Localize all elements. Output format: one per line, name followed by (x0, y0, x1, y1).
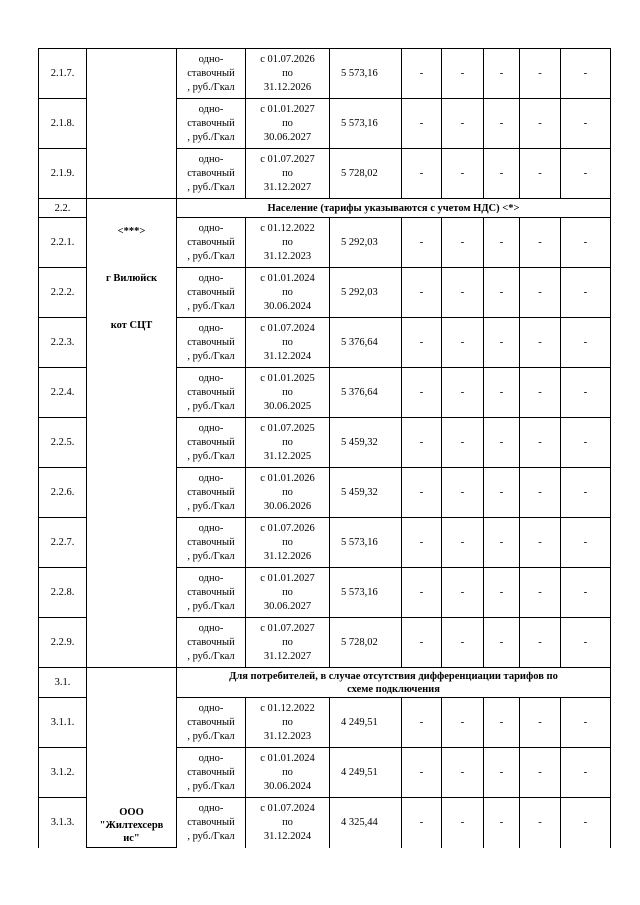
dash-cell: - (561, 618, 611, 668)
unit-line: , руб./Гкал (187, 131, 235, 143)
unit-cell (177, 99, 246, 149)
table-row (39, 49, 611, 99)
period-line: с 01.12.2022 (260, 702, 315, 714)
dash-cell: - (484, 318, 520, 368)
unit-line: ставочный (187, 486, 235, 498)
section-title-line: схеме подключения (347, 683, 440, 695)
dash-cell: - (402, 798, 442, 848)
period-line: 31.12.2023 (263, 250, 312, 262)
dash-cell: - (402, 748, 442, 798)
period-cell (246, 618, 330, 668)
dash-cell: - (442, 49, 484, 99)
org-name-line: ис" (123, 833, 140, 844)
period-line: по (282, 336, 293, 348)
dash-cell: - (402, 618, 442, 668)
period-line: по (282, 766, 293, 778)
section-title-cell (177, 668, 611, 698)
dash-cell: - (484, 149, 520, 199)
dash-cell: - (561, 798, 611, 848)
dash-cell: - (442, 218, 484, 268)
org-name-line: <***> (117, 226, 146, 237)
period-cell (246, 49, 330, 99)
dash-cell: - (402, 468, 442, 518)
dash-cell: - (561, 99, 611, 149)
tariff-value-cell: 4 249,51 (330, 748, 402, 798)
period-line: с 01.07.2026 (260, 522, 315, 534)
unit-cell (177, 318, 246, 368)
dash-cell: - (520, 418, 561, 468)
unit-line: ставочный (187, 636, 235, 648)
dash-cell: - (402, 49, 442, 99)
unit-line: одно- (198, 472, 224, 484)
dash-cell: - (561, 368, 611, 418)
dash-cell: - (484, 798, 520, 848)
unit-line: ставочный (187, 117, 235, 129)
period-cell (246, 418, 330, 468)
dash-cell: - (402, 518, 442, 568)
period-line: 30.06.2027 (263, 131, 312, 143)
dash-cell: - (520, 568, 561, 618)
dash-cell: - (442, 698, 484, 748)
unit-line: , руб./Гкал (187, 780, 235, 792)
unit-line: ставочный (187, 167, 235, 179)
unit-cell (177, 618, 246, 668)
row-number-cell: 2.2.6. (39, 468, 87, 518)
dash-cell: - (520, 468, 561, 518)
period-line: по (282, 236, 293, 248)
period-line: по (282, 117, 293, 129)
section-title-line: Для потребителей, в случае отсутствия дифференциации тарифов по (229, 670, 558, 682)
unit-line: ставочный (187, 67, 235, 79)
dash-cell: - (561, 218, 611, 268)
tariff-value-cell: 5 573,16 (330, 518, 402, 568)
period-line: 31.12.2023 (263, 730, 312, 742)
dash-cell: - (442, 99, 484, 149)
period-line: с 01.07.2025 (260, 422, 315, 434)
dash-cell: - (402, 218, 442, 268)
dash-cell: - (484, 268, 520, 318)
dash-cell: - (442, 368, 484, 418)
dash-cell: - (484, 218, 520, 268)
unit-line: ставочный (187, 766, 235, 778)
period-line: 31.12.2026 (263, 550, 312, 562)
row-number-cell: 2.1.8. (39, 99, 87, 149)
unit-cell (177, 149, 246, 199)
unit-line: ставочный (187, 716, 235, 728)
period-line: с 01.01.2027 (260, 572, 315, 584)
dash-cell: - (402, 368, 442, 418)
period-cell (246, 149, 330, 199)
unit-line: ставочный (187, 586, 235, 598)
period-line: с 01.01.2026 (260, 472, 315, 484)
unit-line: одно- (198, 572, 224, 584)
period-cell (246, 698, 330, 748)
dash-cell: - (561, 268, 611, 318)
unit-cell (177, 268, 246, 318)
unit-line: одно- (198, 103, 224, 115)
dash-cell: - (561, 418, 611, 468)
period-line: 30.06.2026 (263, 500, 312, 512)
period-line: с 01.01.2024 (260, 272, 315, 284)
period-line: с 01.07.2024 (260, 322, 315, 334)
dash-cell: - (561, 49, 611, 99)
tariff-table-body (39, 49, 611, 848)
period-line: 30.06.2024 (263, 780, 312, 792)
section-number-cell: 2.2. (39, 199, 87, 218)
dash-cell: - (402, 568, 442, 618)
unit-line: , руб./Гкал (187, 730, 235, 742)
dash-cell: - (442, 418, 484, 468)
tariff-value-cell: 5 376,64 (330, 318, 402, 368)
period-line: 30.06.2027 (263, 600, 312, 612)
tariff-value-cell: 5 573,16 (330, 99, 402, 149)
unit-line: ставочный (187, 536, 235, 548)
section-header-row (39, 199, 611, 218)
period-cell (246, 518, 330, 568)
period-cell (246, 218, 330, 268)
period-line: по (282, 636, 293, 648)
dash-cell: - (561, 149, 611, 199)
tariff-value-cell: 5 728,02 (330, 149, 402, 199)
tariff-value-cell: 5 728,02 (330, 618, 402, 668)
period-line: по (282, 286, 293, 298)
tariff-value-cell: 5 292,03 (330, 268, 402, 318)
dash-cell: - (484, 468, 520, 518)
period-line: с 01.07.2026 (260, 53, 315, 65)
row-number-cell: 2.2.4. (39, 368, 87, 418)
period-line: по (282, 386, 293, 398)
section-header-row (39, 668, 611, 698)
period-cell (246, 318, 330, 368)
unit-cell (177, 798, 246, 848)
tariff-value-cell: 5 573,16 (330, 568, 402, 618)
dash-cell: - (442, 618, 484, 668)
tariff-value-cell: 4 249,51 (330, 698, 402, 748)
dash-cell: - (520, 618, 561, 668)
dash-cell: - (484, 518, 520, 568)
row-number-cell: 2.2.9. (39, 618, 87, 668)
period-cell (246, 268, 330, 318)
dash-cell: - (442, 468, 484, 518)
unit-line: одно- (198, 322, 224, 334)
unit-cell (177, 218, 246, 268)
unit-cell (177, 418, 246, 468)
unit-line: , руб./Гкал (187, 550, 235, 562)
dash-cell: - (520, 149, 561, 199)
row-number-cell: 3.1.2. (39, 748, 87, 798)
unit-line: , руб./Гкал (187, 181, 235, 193)
unit-line: одно- (198, 272, 224, 284)
dash-cell: - (484, 49, 520, 99)
dash-cell: - (442, 568, 484, 618)
dash-cell: - (442, 798, 484, 848)
unit-line: одно- (198, 422, 224, 434)
row-number-cell: 2.2.2. (39, 268, 87, 318)
dash-cell: - (442, 518, 484, 568)
dash-cell: - (520, 698, 561, 748)
tariff-value-cell: 5 376,64 (330, 368, 402, 418)
section-number-cell: 3.1. (39, 668, 87, 698)
dash-cell: - (442, 318, 484, 368)
unit-line: , руб./Гкал (187, 650, 235, 662)
unit-line: ставочный (187, 236, 235, 248)
row-number-cell: 3.1.1. (39, 698, 87, 748)
tariff-value-cell: 4 325,44 (330, 798, 402, 848)
org-cell-continued (87, 49, 177, 199)
dash-cell: - (402, 149, 442, 199)
period-line: с 01.01.2024 (260, 752, 315, 764)
unit-cell (177, 568, 246, 618)
row-number-cell: 2.2.8. (39, 568, 87, 618)
period-line: с 01.07.2024 (260, 802, 315, 814)
dash-cell: - (402, 698, 442, 748)
org-name-line: г Вилюйск (105, 273, 158, 284)
period-line: 31.12.2024 (263, 350, 312, 362)
period-line: с 01.07.2027 (260, 153, 315, 165)
unit-line: одно- (198, 153, 224, 165)
unit-cell (177, 49, 246, 99)
org-cell (87, 668, 177, 848)
dash-cell: - (520, 318, 561, 368)
unit-line: ставочный (187, 336, 235, 348)
unit-line: одно- (198, 752, 224, 764)
period-line: 30.06.2025 (263, 400, 312, 412)
dash-cell: - (484, 418, 520, 468)
tariff-value-cell: 5 459,32 (330, 418, 402, 468)
tariff-value-cell: 5 459,32 (330, 468, 402, 518)
period-line: 31.12.2027 (263, 650, 312, 662)
period-line: 31.12.2026 (263, 81, 312, 93)
row-number-cell: 2.2.3. (39, 318, 87, 368)
dash-cell: - (484, 618, 520, 668)
dash-cell: - (484, 99, 520, 149)
period-line: по (282, 816, 293, 828)
dash-cell: - (402, 268, 442, 318)
unit-line: , руб./Гкал (187, 81, 235, 93)
unit-line: , руб./Гкал (187, 350, 235, 362)
dash-cell: - (520, 218, 561, 268)
org-cell (87, 199, 177, 668)
dash-cell: - (520, 518, 561, 568)
period-cell (246, 468, 330, 518)
unit-line: одно- (198, 372, 224, 384)
unit-line: одно- (198, 522, 224, 534)
unit-line: ставочный (187, 286, 235, 298)
tariff-value-cell: 5 573,16 (330, 49, 402, 99)
unit-line: одно- (198, 222, 224, 234)
dash-cell: - (561, 318, 611, 368)
section-title-cell: Население (тарифы указываются с учетом НДС) <*> (177, 199, 611, 218)
row-number-cell: 2.2.1. (39, 218, 87, 268)
dash-cell: - (520, 99, 561, 149)
period-line: по (282, 536, 293, 548)
unit-cell (177, 698, 246, 748)
unit-cell (177, 368, 246, 418)
dash-cell: - (442, 748, 484, 798)
dash-cell: - (442, 268, 484, 318)
dash-cell: - (561, 748, 611, 798)
dash-cell: - (484, 568, 520, 618)
unit-line: ставочный (187, 436, 235, 448)
period-line: по (282, 486, 293, 498)
dash-cell: - (484, 698, 520, 748)
unit-line: одно- (198, 53, 224, 65)
tariff-table (38, 48, 611, 848)
period-line: по (282, 67, 293, 79)
row-number-cell: 3.1.3. (39, 798, 87, 848)
unit-line: , руб./Гкал (187, 300, 235, 312)
row-number-cell: 2.1.9. (39, 149, 87, 199)
unit-cell (177, 518, 246, 568)
dash-cell: - (561, 518, 611, 568)
dash-cell: - (520, 798, 561, 848)
period-line: с 01.12.2022 (260, 222, 315, 234)
org-name-line: "Жилтехсерв (99, 820, 164, 831)
unit-line: , руб./Гкал (187, 600, 235, 612)
unit-line: одно- (198, 802, 224, 814)
unit-cell (177, 468, 246, 518)
period-line: 31.12.2024 (263, 830, 312, 842)
row-number-cell: 2.2.5. (39, 418, 87, 468)
period-cell (246, 568, 330, 618)
unit-line: ставочный (187, 816, 235, 828)
dash-cell: - (484, 368, 520, 418)
period-cell (246, 798, 330, 848)
dash-cell: - (484, 748, 520, 798)
org-name-line: ООО (119, 807, 144, 818)
row-number-cell: 2.2.7. (39, 518, 87, 568)
unit-line: , руб./Гкал (187, 400, 235, 412)
period-line: с 01.01.2027 (260, 103, 315, 115)
unit-line: , руб./Гкал (187, 500, 235, 512)
period-line: по (282, 716, 293, 728)
unit-line: , руб./Гкал (187, 450, 235, 462)
dash-cell: - (402, 318, 442, 368)
tariff-value-cell: 5 292,03 (330, 218, 402, 268)
unit-line: ставочный (187, 386, 235, 398)
period-line: по (282, 436, 293, 448)
period-line: 31.12.2027 (263, 181, 312, 193)
period-cell (246, 368, 330, 418)
period-line: по (282, 167, 293, 179)
dash-cell: - (402, 418, 442, 468)
period-line: с 01.07.2027 (260, 622, 315, 634)
dash-cell: - (561, 468, 611, 518)
unit-line: одно- (198, 702, 224, 714)
row-number-cell: 2.1.7. (39, 49, 87, 99)
dash-cell: - (520, 748, 561, 798)
period-line: 31.12.2025 (263, 450, 312, 462)
unit-line: одно- (198, 622, 224, 634)
dash-cell: - (520, 49, 561, 99)
period-cell (246, 748, 330, 798)
dash-cell: - (561, 568, 611, 618)
period-cell (246, 99, 330, 149)
dash-cell: - (561, 698, 611, 748)
period-line: по (282, 586, 293, 598)
dash-cell: - (520, 268, 561, 318)
unit-line: , руб./Гкал (187, 250, 235, 262)
period-line: 30.06.2024 (263, 300, 312, 312)
dash-cell: - (442, 149, 484, 199)
dash-cell: - (402, 99, 442, 149)
period-line: с 01.01.2025 (260, 372, 315, 384)
org-name-line: кот СЦТ (110, 320, 153, 331)
unit-line: , руб./Гкал (187, 830, 235, 842)
unit-cell (177, 748, 246, 798)
dash-cell: - (520, 368, 561, 418)
